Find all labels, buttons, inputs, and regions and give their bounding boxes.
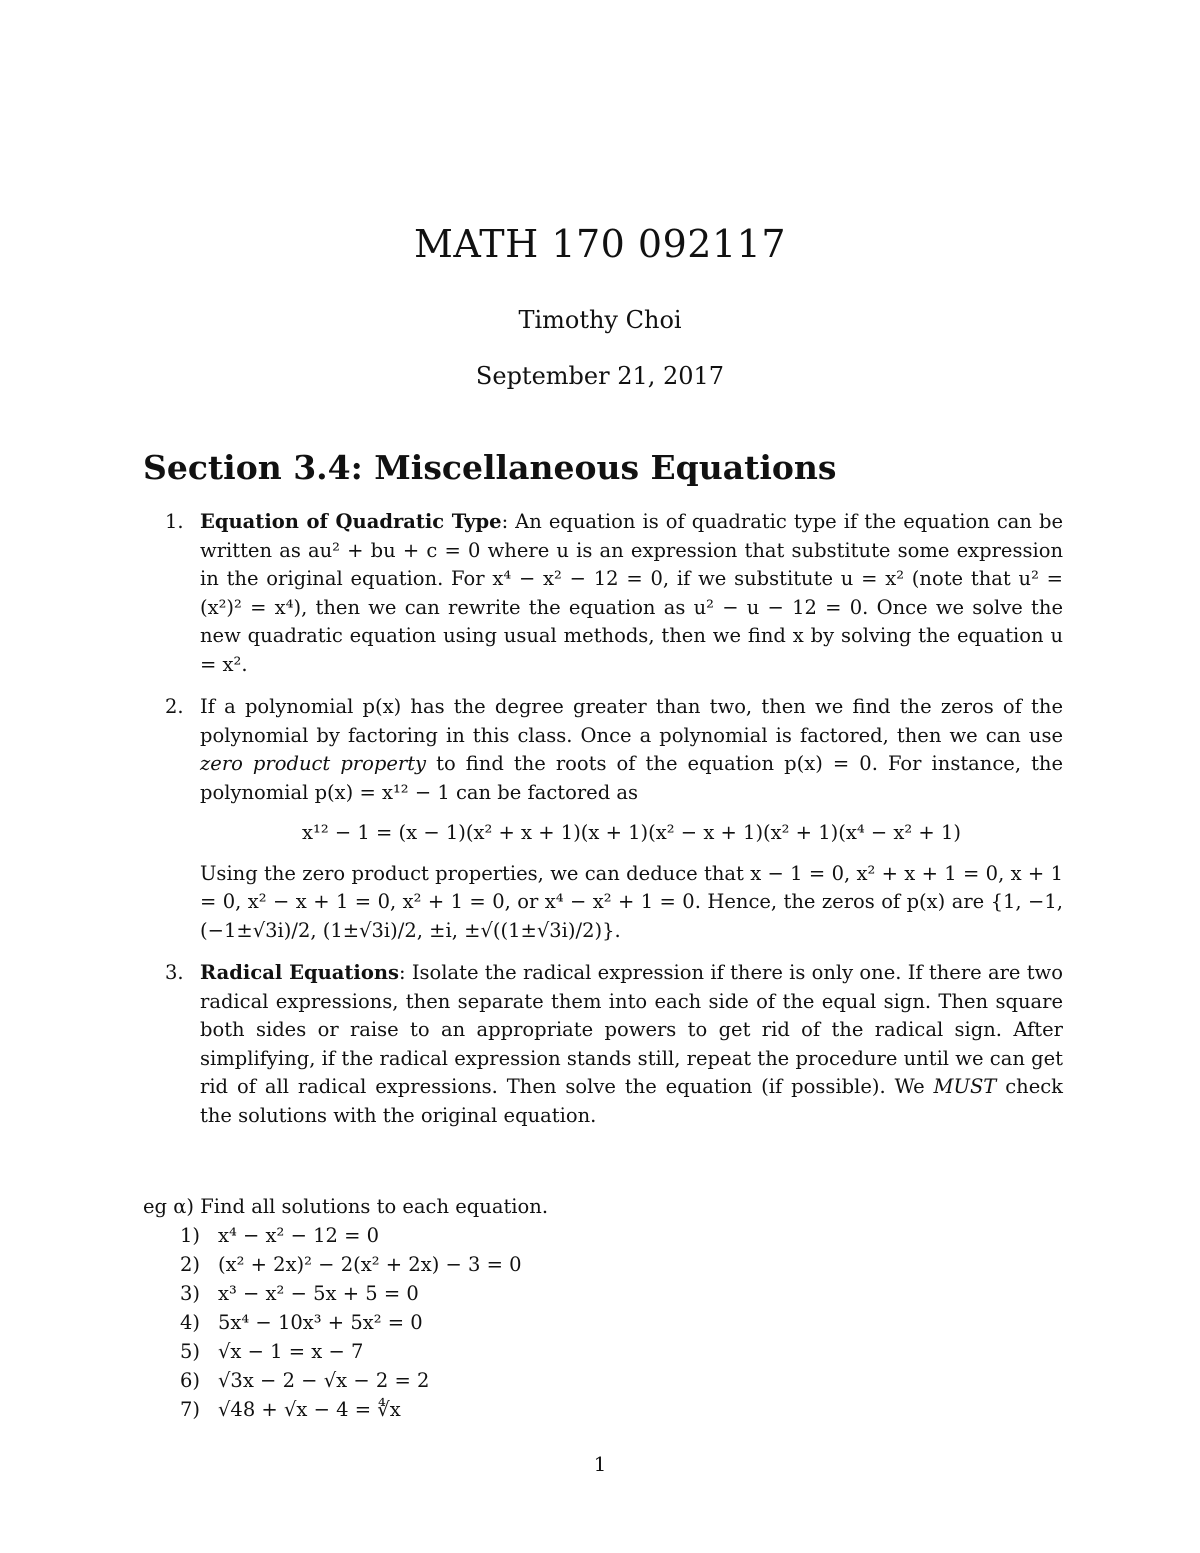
example-equation: (x² + 2x)² − 2(x² + 2x) − 3 = 0 <box>218 1253 522 1276</box>
example-number: 1) <box>179 1224 200 1247</box>
item-text: Using the zero product properties, we can deduce that x − 1 = 0, x² + x + 1 = 0, x + 1 = 0, x² − x + 1 = 0, x² + 1 = 0, or x⁴ − x² + 1 = 0. Hence, the zeros of p(x) are {1, −1, (−1±√3i)/2, (1±√3i)/2, ±i, ±√((1±√3i)/2)}. <box>200 861 1063 942</box>
examples-intro: eg α) Find all solutions to each equation. <box>143 1195 549 1218</box>
list-item-radical-equations <box>143 959 1063 1130</box>
document-date: September 21, 2017 <box>475 362 725 390</box>
example-number: 5) <box>179 1340 200 1363</box>
examples-block <box>143 1192 548 1424</box>
document-title: MATH 170 092117 <box>413 222 786 266</box>
item-text: : Isolate the radical expression if there is only one. If there are two radical expressions, then separate them into each side of the equal sign. Then square both sides or raise to an appropriate powers to get rid of the radical sign. After simplifying, if the radical expression stands still, repeat the procedure until we can get rid of all radical expressions. Then solve the equation (if possible). We <box>200 961 1063 1098</box>
item-text: If a polynomial p(x) has the degree greater than two, then we find the zeros of the polynomial by factoring in this class. Once a polynomial is factored, then we can use <box>200 695 1063 747</box>
example-number: 2) <box>179 1253 200 1276</box>
item-text: check the solutions with the original equation. <box>200 1075 1063 1127</box>
example-number: 4) <box>179 1311 200 1334</box>
page-number: 1 <box>593 1452 607 1476</box>
example-row <box>143 1337 548 1366</box>
example-equation: x⁴ − x² − 12 = 0 <box>218 1224 380 1247</box>
list-item-polynomial-zeros <box>143 693 1063 945</box>
term-radical-equations: Radical Equations <box>200 961 399 984</box>
example-row <box>143 1366 548 1395</box>
item-text: : An equation is of quadratic type if the equation can be written as au² + bu + c = 0 where u is an expression that substitute some expression in the original equation. For x⁴ − x² − 12 = 0, if we substitute u = x² (note that u² = (x²)² = x⁴), then we can rewrite the equation as u² − u − 12 = 0. Once we solve the new quadratic equation using usual methods, then we find x by solving the equation u = x². <box>200 510 1063 676</box>
example-number: 6) <box>179 1369 200 1392</box>
example-number: 3) <box>179 1282 200 1305</box>
list-item-quadratic-type <box>143 508 1063 679</box>
example-row <box>143 1395 548 1424</box>
example-row <box>143 1221 548 1250</box>
list-item-number: 1. <box>165 510 184 533</box>
section-heading: Section 3.4: Miscellaneous Equations <box>143 448 837 487</box>
example-equation: √48 + √x − 4 = ∜x <box>218 1398 401 1421</box>
list-item-number: 2. <box>165 695 184 718</box>
example-equation: √3x − 2 − √x − 2 = 2 <box>218 1369 430 1392</box>
emphasis-zero-product-property: zero product property <box>200 752 427 775</box>
list-item-number: 3. <box>165 961 184 984</box>
term-quadratic-type: Equation of Quadratic Type <box>200 510 502 533</box>
example-equation: 5x⁴ − 10x³ + 5x² = 0 <box>218 1311 423 1334</box>
display-equation-factorization: x¹² − 1 = (x − 1)(x² + x + 1)(x + 1)(x² − x + 1)(x² + 1)(x⁴ − x² + 1) <box>302 821 961 844</box>
example-row <box>143 1308 548 1337</box>
emphasis-must: MUST <box>933 1075 997 1098</box>
example-row <box>143 1279 548 1308</box>
numbered-list <box>143 508 1063 1144</box>
example-equation: √x − 1 = x − 7 <box>218 1340 364 1363</box>
item-text: to find the roots of the equation p(x) = 0. For instance, the polynomial p(x) = x¹² − 1 can be factored as <box>200 752 1064 804</box>
example-number: 7) <box>179 1398 200 1421</box>
document-author: Timothy Choi <box>518 306 682 334</box>
example-equation: x³ − x² − 5x + 5 = 0 <box>218 1282 419 1305</box>
example-row <box>143 1250 548 1279</box>
